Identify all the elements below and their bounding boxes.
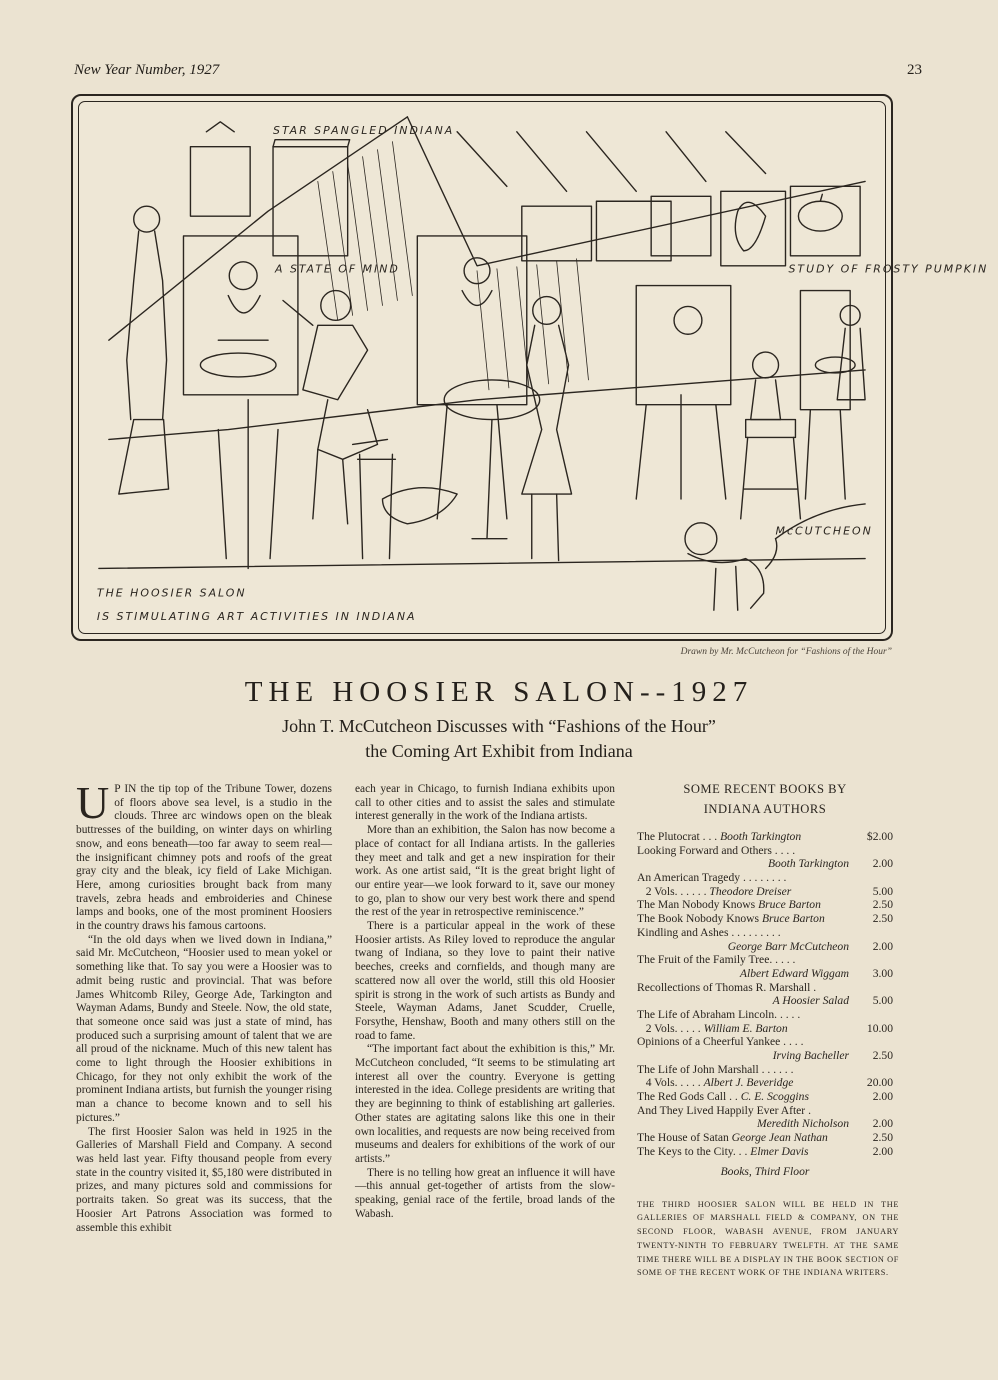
book-title: 2 Vols. . . . . <box>637 1021 704 1035</box>
paragraph: U P IN the tip top of the Tribune Tower, dozens of floors above sea level, is a studio in the clouds. Three arc windows open on the bleak buttresses of the building, on winter days on whirling snow, and eons beneath—too far away to seem real—the insignificant chimney pots and roofs of the great gray city and the bleak, icy field of Lake Michigan. Here, among curiosities brought back from many travels, zebra heads and embroideries and Chinese lamps and books, one of the most prominent Hoosiers in the country draws his famous cartoons. <box>76 777 332 933</box>
book-entry-text <box>637 1035 803 1049</box>
book-list-item <box>637 926 893 940</box>
book-price: 20.00 <box>866 1076 893 1090</box>
book-price: 10.00 <box>866 1021 893 1035</box>
book-price: 5.00 <box>872 884 893 898</box>
book-entry-text <box>637 1131 828 1145</box>
map-label: A STATE OF MIND <box>275 262 400 276</box>
book-entry-text <box>768 857 849 871</box>
book-list-item <box>637 912 893 926</box>
book-title: Recollections of Thomas R. Marshall . <box>637 980 817 994</box>
book-list-item <box>637 1076 893 1090</box>
book-entry-text <box>728 940 849 954</box>
book-list-item <box>637 1008 893 1022</box>
paragraph: There is no telling how great an influence it will have—this annual get-together of artists from the slow-speaking, genial race of the fertile, broad lands of the Wabash. <box>355 1166 615 1220</box>
drop-cap: U <box>76 777 110 828</box>
book-author: Albert J. Beveridge <box>703 1076 794 1090</box>
book-price: 5.00 <box>872 994 893 1008</box>
book-entry-text <box>637 871 786 885</box>
paragraph: More than an exhibition, the Salon has now become a place of contact for all Indiana artists. In the galleries they meet and talk and get a new inspiration for their work. As one artist said, “It is the great bright light of our entire year—we look forward to it, save our money to go, plan to show our very best work there and spend the rest of the year in retrospective reminiscence.” <box>355 824 615 919</box>
book-list-item <box>637 871 893 885</box>
book-entry-text <box>773 994 849 1008</box>
book-list-item <box>637 857 893 871</box>
book-title: The Fruit of the Family Tree. . . . . <box>637 953 796 967</box>
book-title: 2 Vols. . . . . . <box>637 884 710 898</box>
book-author: Bruce Barton <box>758 898 821 912</box>
book-list-item <box>637 1117 893 1131</box>
book-price: $2.00 <box>866 830 893 843</box>
paragraph: The first Hoosier Salon was held in 1925 in the Galleries of Marshall Field and Company. A second was held last year. Fifty thousand people from every state in the country visited it, $5,180 were distributed in prizes, and many pictures sold and commissions for portraits taken. So great was its success, that the Hoosier Art Patrons Association was formed to assemble this exhibit <box>76 1125 332 1234</box>
cartoon-caption-line1: THE HOOSIER SALON <box>96 586 247 600</box>
cartoon-drawing <box>79 102 989 633</box>
book-title: The Book Nobody Knows <box>637 912 762 926</box>
book-title: And They Lived Happily Ever After . <box>637 1103 811 1117</box>
artist-signature: McCUTCHEON <box>775 524 873 538</box>
book-entry-text <box>637 1090 809 1104</box>
book-author: Elmer Davis <box>750 1144 809 1158</box>
book-list-item <box>637 1145 893 1159</box>
book-list-item <box>637 1022 893 1036</box>
book-title: The Red Gods Call . . <box>637 1090 741 1104</box>
book-list-item <box>637 994 893 1008</box>
book-list-item <box>637 844 893 858</box>
book-entry-text <box>637 1104 811 1118</box>
book-price: 2.50 <box>872 898 893 912</box>
book-title: Kindling and Ashes . . . . . . . . . <box>637 925 781 939</box>
book-entry-text <box>637 830 801 844</box>
book-list-item <box>637 885 893 899</box>
cartoon-illustration <box>71 94 989 641</box>
book-entry-text <box>757 1117 849 1131</box>
book-entry-text <box>637 1008 800 1022</box>
book-entry-text <box>637 885 791 899</box>
book-list-item <box>637 953 893 967</box>
article-column-1 <box>76 777 332 1235</box>
deck-line-2: the Coming Art Exhibit from Indiana <box>365 741 633 761</box>
salon-notice: THE THIRD HOOSIER SALON WILL BE HELD IN THE GALLERIES OF MARSHALL FIELD & COMPANY, ON THE SECOND FLOOR, WABASH AVENUE, FROM JANUARY TWENTY-NINTH TO FEBRUARY TWELFTH. AT THE SAME TIME THERE WILL BE A DISPLAY IN THE BOOK SECTION OF SOME OF THE RECENT WORK OF THE INDIANA WRITERS. <box>637 1199 899 1278</box>
book-author: George Barr McCutcheon <box>727 939 849 953</box>
book-price: 3.00 <box>872 966 893 980</box>
illustration-credit: Drawn by Mr. McCutcheon for “Fashions of the Hour” <box>680 647 892 657</box>
book-list-item <box>637 940 893 954</box>
book-entry-text <box>637 926 781 940</box>
article-headline: THE HOOSIER SALON--1927 <box>244 676 754 708</box>
book-list-item <box>637 1104 893 1118</box>
book-entry-text <box>637 953 795 967</box>
book-title: The Life of Abraham Lincoln. . . . . <box>637 1007 801 1021</box>
book-entry-text <box>637 1063 793 1077</box>
book-author: Meredith Nicholson <box>757 1117 849 1131</box>
book-title: The Keys to the City. . . <box>637 1144 751 1158</box>
article-deck <box>0 714 998 764</box>
paragraph: “The important fact about the exhibition is this,” Mr. McCutcheon concluded, “It seems to be stimulating art interest all over the country. Everyone is getting interested in the idea. College presidents are writing that they are beginning to think of establishing art galleries. Other states are agitating salons like this one in their own localities, and requests are now being received from museums and dealers for exhibitions of the work of our artists.” <box>355 1043 615 1165</box>
deck-line-1: John T. McCutcheon Discusses with “Fashions of the Hour” <box>282 716 716 736</box>
book-title: Looking Forward and Others . . . . <box>637 843 796 857</box>
cartoon-caption-line2: IS STIMULATING ART ACTIVITIES IN INDIANA <box>96 610 417 624</box>
book-list-item <box>637 1131 893 1145</box>
book-author: Theodore Dreiser <box>709 884 792 898</box>
book-price: 2.00 <box>872 1117 893 1131</box>
book-department: Books, Third Floor <box>720 1164 810 1178</box>
book-title: The House of Satan <box>637 1131 732 1145</box>
book-entry-text <box>637 981 816 995</box>
book-author: Bruce Barton <box>761 912 825 926</box>
banner-text: STAR SPANGLED INDIANA <box>273 123 455 137</box>
paragraph: each year in Chicago, to furnish Indiana exhibits upon call to other cities and to assist the sales and stimulate interest generally in the work of the Indiana artists. <box>355 783 615 823</box>
book-title: 4 Vols. . . . . <box>637 1076 704 1090</box>
book-entry-text <box>637 1022 788 1036</box>
book-author: Albert Edward Wiggam <box>739 966 849 980</box>
book-price: 2.50 <box>872 1049 893 1062</box>
book-title: The Man Nobody Knows <box>637 898 759 912</box>
book-list-item <box>637 830 893 844</box>
book-entry-text <box>637 1145 809 1159</box>
book-list-sidebar <box>637 779 899 1280</box>
book-price: 2.00 <box>872 1090 893 1104</box>
book-list-item <box>637 1049 893 1063</box>
pumpkin-label: STUDY OF FROSTY PUMPKIN <box>788 262 989 276</box>
book-price: 2.50 <box>872 912 893 926</box>
book-list-item <box>637 1090 893 1104</box>
book-list-item <box>637 981 893 995</box>
book-price: 2.00 <box>872 1144 893 1158</box>
paragraph: There is a particular appeal in the work of these Hoosier artists. As Riley loved to reproduce the angular twang of Indiana, so they love to paint their native beeches, creeks and cornfields, and though many are scattered now all over the world, still this old Hoosier spirit is strong in the work of such artists as Bundy and Steele, Wayman Adams, Janet Scudder, Cruelle, Forsythe, Henshaw, Booth and many others still on the road to fame. <box>355 920 615 1042</box>
book-entry-text <box>637 1076 793 1090</box>
book-author: Booth Tarkington <box>767 857 849 871</box>
running-head <box>74 62 922 86</box>
book-title: An American Tragedy . . . . . . . . <box>637 871 787 885</box>
paragraph: “In the old days when we lived down in Indiana,” said Mr. McCutcheon, “Hoosier used to mean yokel or something like that. To say you were a Hoosier was to admit being rustic and provincial. That was before James Whitcomb Riley, George Ade, Tarkington and Wayman Adams, Bundy and Steele. Now, the old state, that someone once said was just a state of mind, has produced such a surprising amount of talent that we are all proud of the nickname. Much of this new talent has come to light through the Hoosier exhibitions in Chicago, for they not only exhibit the work of the prominent Indiana artists, but furnish the younger rising man a chance to become known and to sell his pictures.” <box>76 933 332 1124</box>
book-entry-text <box>637 844 795 858</box>
book-title: The Plutocrat . . . <box>637 830 721 843</box>
book-entry-text <box>773 1049 849 1063</box>
book-author: William E. Barton <box>703 1021 788 1035</box>
book-list <box>637 830 893 1159</box>
book-author: Booth Tarkington <box>720 830 802 843</box>
cartoon-inner-border <box>78 101 989 634</box>
book-price: 2.00 <box>872 857 893 871</box>
book-list-item <box>637 1063 893 1077</box>
book-title: The Life of John Marshall . . . . . . <box>637 1062 794 1076</box>
book-price: 2.50 <box>872 1131 893 1145</box>
book-price: 2.00 <box>872 939 893 953</box>
book-author: A Hoosier Salad <box>772 994 849 1008</box>
article-column-2 <box>355 783 615 1222</box>
page-number: 23 <box>907 62 922 78</box>
book-list-item <box>637 1035 893 1049</box>
book-list-item <box>637 898 893 912</box>
book-list-item <box>637 967 893 981</box>
book-author: Irving Bacheller <box>772 1049 849 1062</box>
book-author: George Jean Nathan <box>731 1131 828 1145</box>
book-entry-text <box>740 967 849 981</box>
book-author: C. E. Scoggins <box>740 1090 809 1104</box>
book-list-heading: SOME RECENT BOOKS BY INDIANA AUTHORS <box>683 782 847 816</box>
book-title: Opinions of a Cheerful Yankee . . . . <box>637 1035 804 1049</box>
running-title: New Year Number, 1927 <box>74 62 220 78</box>
book-entry-text <box>637 912 825 926</box>
book-entry-text <box>637 898 821 912</box>
